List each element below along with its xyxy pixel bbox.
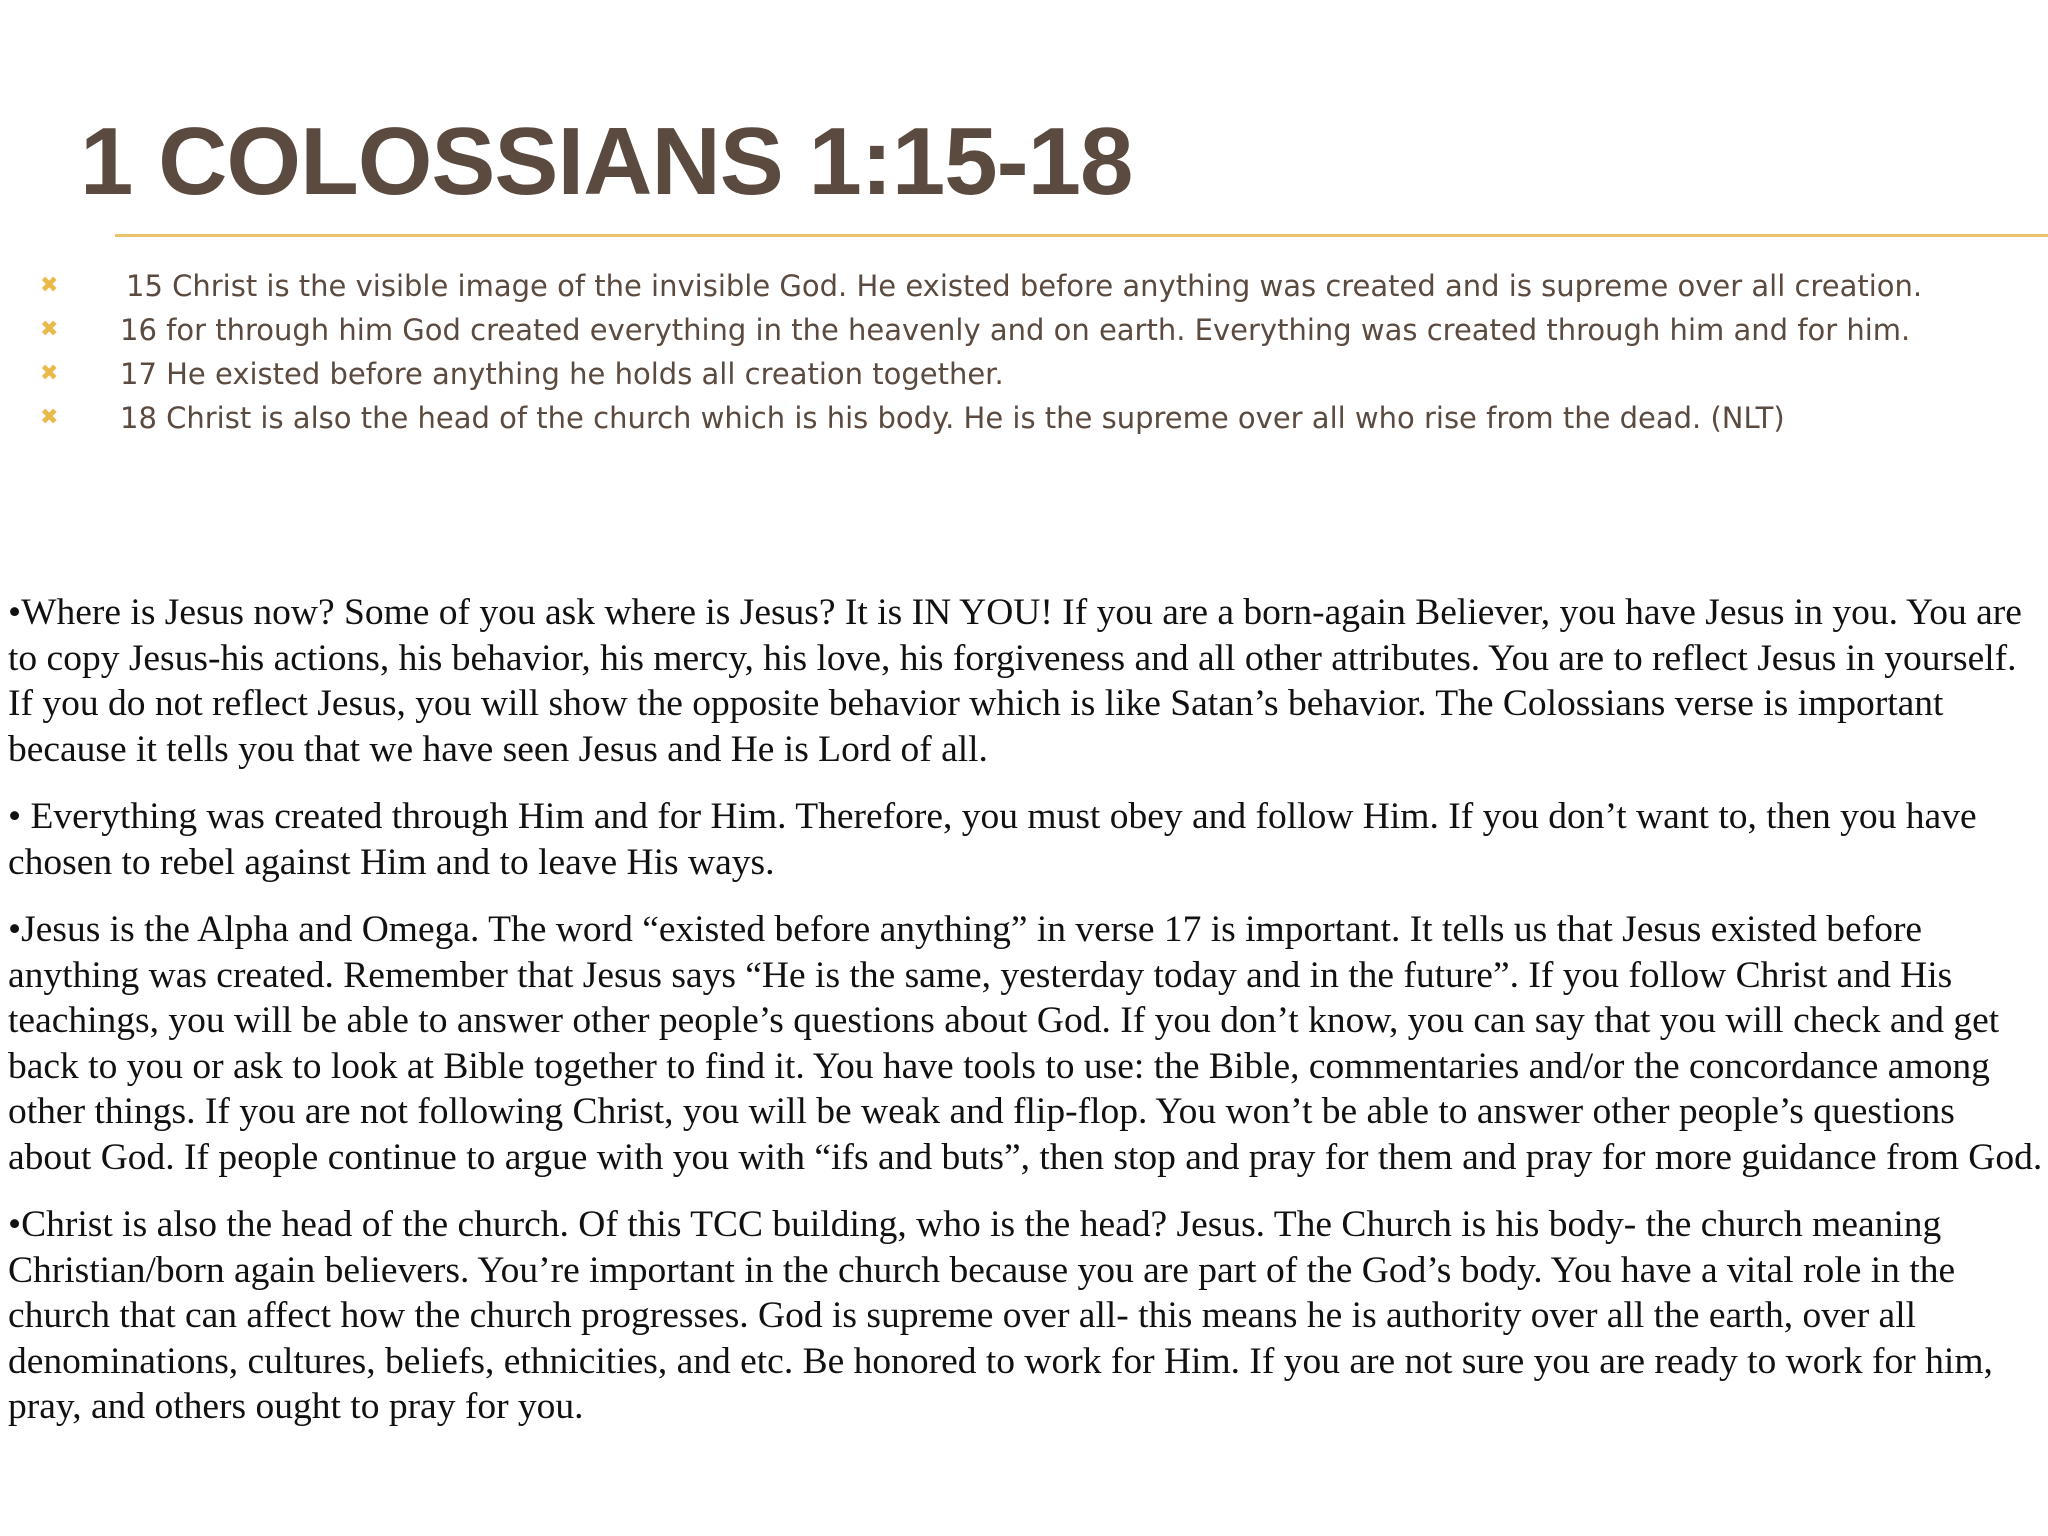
commentary-text [8, 590, 2043, 1452]
x-bullet-icon: ✖ [40, 273, 59, 298]
commentary-paragraph: •Jesus is the Alpha and Omega. The word “existed before anything” in verse 17 is important. It tells us that Jesus existed before anything was created. Remember that Jesus says “He is the same, yesterday today and in the future”. If you follow Christ and His teachings, you will be able to answer other people’s questions about God. If you don’t know, you can say that you will check and get back to you or ask to look at Bible together to find it. You have tools to use: the Bible, commentaries and/or the concordance among other things. If you are not following Christ, you will be weak and flip-flop. You won’t be able to answer other people’s questions about God. If people continue to argue with you with “ifs and buts”, then stop and pray for them and pray for more guidance from God. [8, 909, 2043, 1178]
verse-list [40, 264, 2030, 440]
commentary-paragraph: •Christ is also the head of the church. Of this TCC building, who is the head? Jesus. The Church is his body- the church meaning Christian/born again believers. You’re important in the church because you are part of the God’s body. You have a vital role in the church that can affect how the church progresses. God is supreme over all- this means he is authority over all the earth, over all denominations, cultures, beliefs, ethnicities, and etc. Be honored to work for Him. If you are not sure you are ready to work for him, pray, and others ought to pray for you. [8, 1204, 1993, 1427]
commentary-paragraph: • Everything was created through Him and for Him. Therefore, you must obey and follow Him. If you don’t want to, then you have chosen to rebel against Him and to leave His ways. [8, 796, 1977, 883]
verse-item [40, 264, 2030, 308]
title-underline [115, 234, 2048, 237]
verse-text: 18 Christ is also the head of the church which is his body. He is the supreme over all who rise from the dead. (NLT) [120, 401, 1785, 435]
verse-item [40, 396, 2030, 440]
x-bullet-icon: ✖ [40, 317, 59, 342]
x-bullet-icon: ✖ [40, 361, 59, 386]
verse-item [40, 352, 2030, 396]
verse-item [40, 308, 2030, 352]
verse-text: 15 Christ is the visible image of the invisible God. He existed before anything was created and is supreme over all creation. [126, 269, 1923, 303]
commentary-paragraph: •Where is Jesus now? Some of you ask where is Jesus? It is IN YOU! If you are a born-again Believer, you have Jesus in you. You are to copy Jesus-his actions, his behavior, his mercy, his love, his forgiveness and all other attributes. You are to reflect Jesus in yourself. If you do not reflect Jesus, you will show the opposite behavior which is like Satan’s behavior. The Colossians verse is important because it tells you that we have seen Jesus and He is Lord of all. [8, 592, 2022, 770]
verse-text: 16 for through him God created everything in the heavenly and on earth. Everything was created through him and for him. [120, 313, 1911, 347]
verse-text: 17 He existed before anything he holds all creation together. [120, 357, 1004, 391]
x-bullet-icon: ✖ [40, 405, 59, 430]
slide-title: 1 COLOSSIANS 1:15-18 [80, 108, 1133, 215]
